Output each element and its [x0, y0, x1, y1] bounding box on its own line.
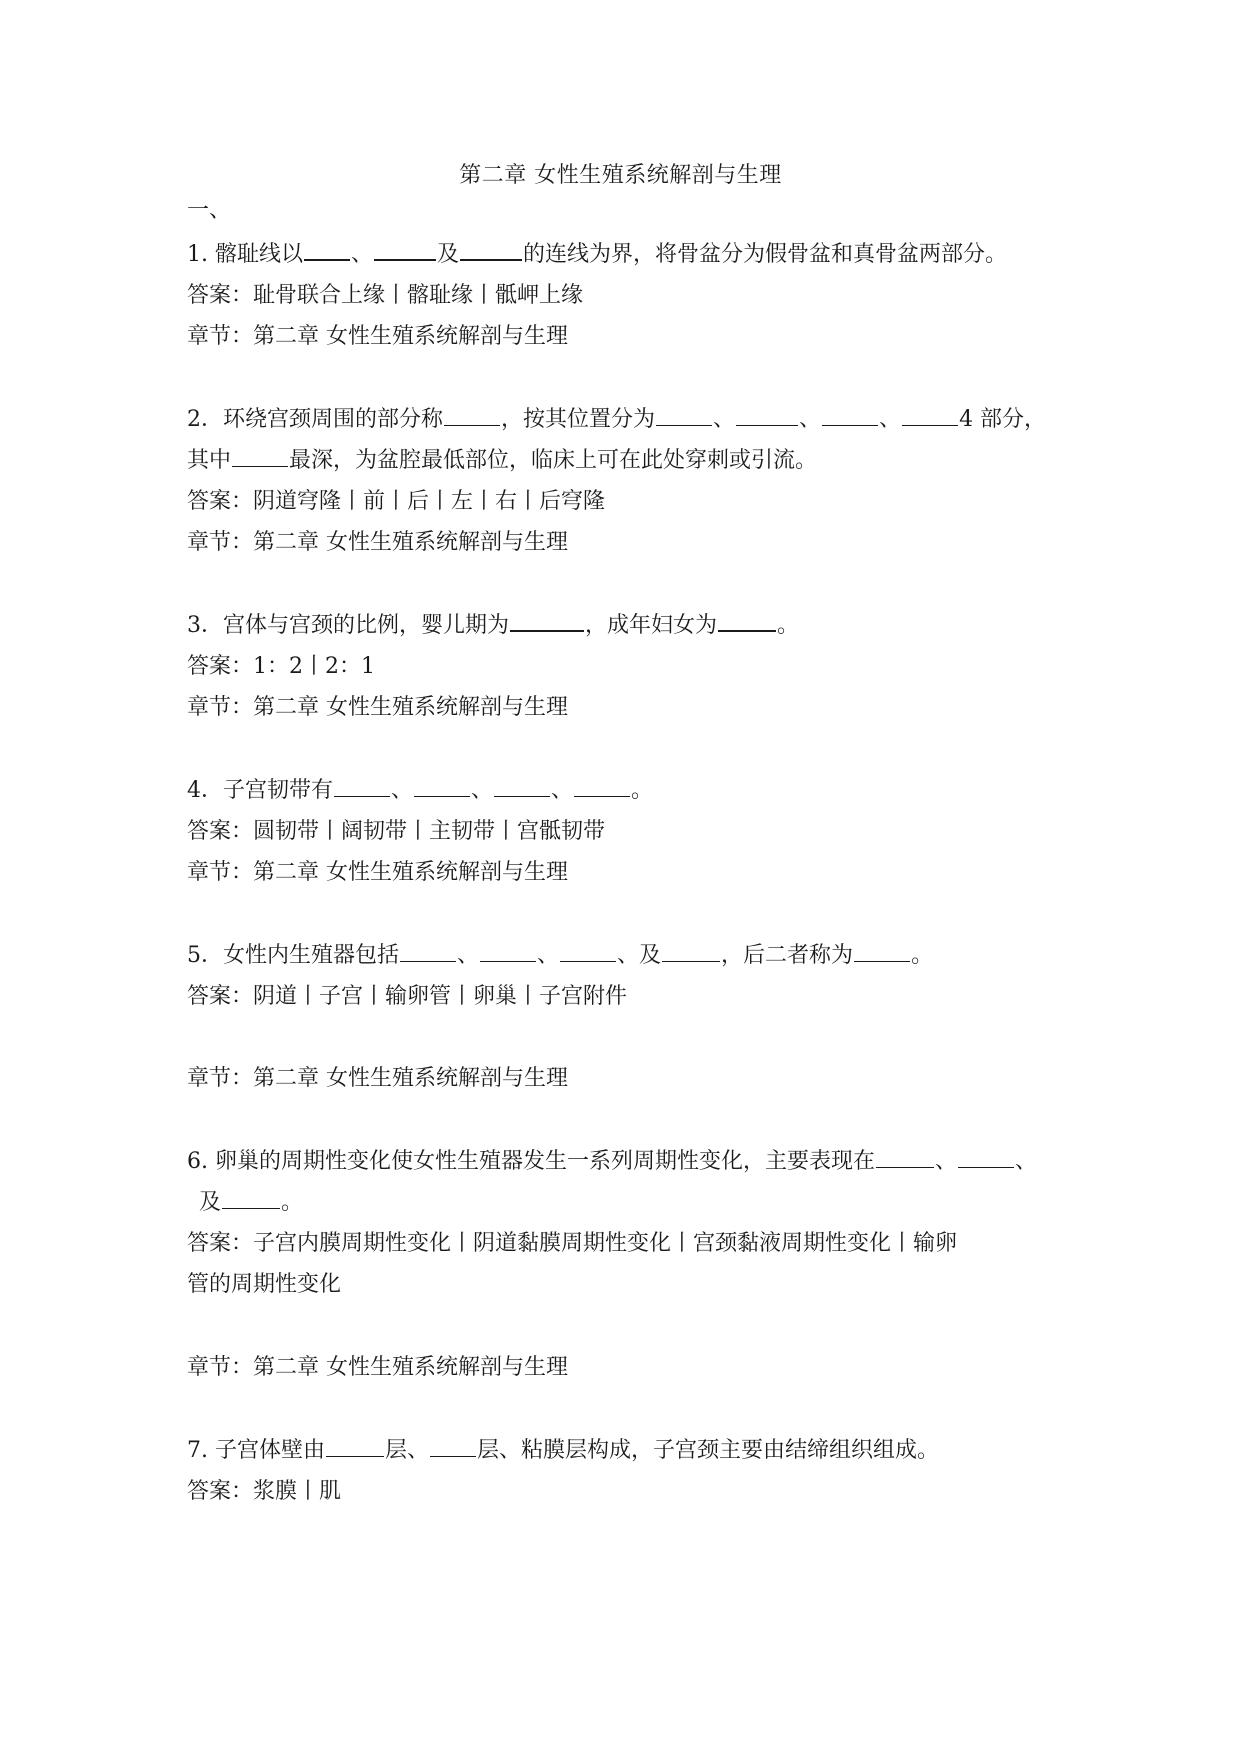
answer-blank — [902, 407, 958, 426]
chapter-4: 章节：第二章 女性生殖系统解剖与生理 — [187, 860, 568, 885]
answer-blank — [656, 407, 712, 426]
answer-blank — [460, 241, 522, 261]
question-text: 。 — [631, 778, 654, 803]
answer-blank — [304, 241, 350, 261]
question-text: 3．宫体与宫颈的比例，婴儿期为 — [187, 613, 509, 638]
answer-blank — [560, 943, 616, 962]
answer-blank — [736, 407, 798, 426]
chapter-2: 章节：第二章 女性生殖系统解剖与生理 — [187, 530, 568, 555]
answer-5: 答案：阴道丨子宫丨输卵管丨卵巢丨子宫附件 — [187, 984, 628, 1009]
answer-blank — [232, 448, 288, 467]
answer-blank — [574, 778, 630, 797]
question-6 — [187, 1147, 1037, 1177]
question-text: 、 — [879, 407, 902, 432]
answer-blank — [718, 612, 776, 632]
question-text: 6. 卵巢的周期性变化使女性生殖器发生一系列周期性变化，主要表现在 — [187, 1149, 875, 1174]
question-text: ，后二者称为 — [721, 943, 854, 968]
chapter-6: 章节：第二章 女性生殖系统解剖与生理 — [187, 1355, 568, 1380]
answer-6: 答案：子宫内膜周期性变化丨阴道黏膜周期性变化丨宫颈黏液周期性变化丨输卵 — [187, 1231, 958, 1256]
answer-3: 答案：1：2丨2：1 — [187, 654, 375, 679]
answer-blank — [444, 407, 500, 426]
answer-blank — [334, 778, 390, 797]
answer-blank — [222, 1190, 280, 1209]
question-2-continued — [187, 446, 817, 476]
question-7 — [187, 1436, 939, 1466]
question-text: 、 — [350, 242, 373, 267]
question-text: 及 — [437, 242, 460, 267]
question-text: 、 — [471, 778, 494, 803]
answer-blank — [510, 612, 584, 632]
question-text: 1. 髂耻线以 — [187, 242, 303, 267]
question-1 — [187, 240, 1007, 270]
question-text: 及 — [199, 1190, 222, 1215]
answer-blank — [662, 943, 720, 962]
question-text: 、 — [935, 1149, 958, 1174]
answer-blank — [876, 1149, 934, 1168]
question-text: 5．女性内生殖器包括 — [187, 943, 399, 968]
question-text: 的连线为界，将骨盆分为假骨盆和真骨盆两部分。 — [523, 242, 1008, 267]
chapter-5: 章节：第二章 女性生殖系统解剖与生理 — [187, 1066, 568, 1091]
answer-blank — [326, 1438, 384, 1457]
answer-blank — [854, 943, 910, 962]
question-text: ，按其位置分为 — [501, 407, 656, 432]
question-6-continued — [199, 1188, 303, 1218]
question-text: 、 — [391, 778, 414, 803]
question-5 — [187, 941, 933, 971]
answer-blank — [822, 407, 878, 426]
question-text: 层、 — [384, 1438, 429, 1463]
question-text: 4．子宫韧带有 — [187, 778, 333, 803]
answer-1: 答案：耻骨联合上缘丨髂耻缘丨骶岬上缘 — [187, 283, 584, 308]
question-text: 2．环绕宫颈周围的部分称 — [187, 407, 443, 432]
answer-blank — [374, 241, 436, 261]
question-text: ，成年妇女为 — [585, 613, 718, 638]
question-text: 、 — [537, 943, 560, 968]
answer-7: 答案：浆膜丨肌 — [187, 1479, 342, 1504]
question-text: 最深，为盆腔最低部位，临床上可在此处穿刺或引流。 — [289, 448, 818, 473]
question-text: 。 — [281, 1190, 304, 1215]
question-text: 、 — [457, 943, 480, 968]
page-title: 第二章 女性生殖系统解剖与生理 — [459, 163, 782, 188]
question-text: 其中 — [187, 448, 232, 473]
answer-6-continued: 管的周期性变化 — [187, 1272, 342, 1297]
question-4 — [187, 776, 653, 806]
question-text: 。 — [777, 613, 800, 638]
question-text: 4 部分， — [959, 407, 1047, 432]
answer-blank — [958, 1149, 1014, 1168]
question-text: 层、粘膜层构成，子宫颈主要由结缔组织组成。 — [477, 1438, 940, 1463]
answer-blank — [494, 778, 550, 797]
answer-blank — [480, 943, 536, 962]
question-text: 、 — [713, 407, 736, 432]
answer-blank — [400, 943, 456, 962]
question-text: 、 — [1015, 1149, 1038, 1174]
answer-blank — [430, 1438, 476, 1457]
question-3 — [187, 611, 799, 641]
chapter-1: 章节：第二章 女性生殖系统解剖与生理 — [187, 324, 568, 349]
question-2 — [187, 405, 1046, 435]
answer-blank — [414, 778, 470, 797]
chapter-3: 章节：第二章 女性生殖系统解剖与生理 — [187, 695, 568, 720]
question-text: 、及 — [617, 943, 662, 968]
question-text: 。 — [911, 943, 934, 968]
answer-2: 答案：阴道穹隆丨前丨后丨左丨右丨后穹隆 — [187, 489, 606, 514]
question-text: 7. 子宫体壁由 — [187, 1438, 325, 1463]
section-mark: 一、 — [187, 198, 232, 223]
question-text: 、 — [799, 407, 822, 432]
question-text: 、 — [551, 778, 574, 803]
answer-4: 答案：圆韧带丨阔韧带丨主韧带丨宫骶韧带 — [187, 819, 606, 844]
